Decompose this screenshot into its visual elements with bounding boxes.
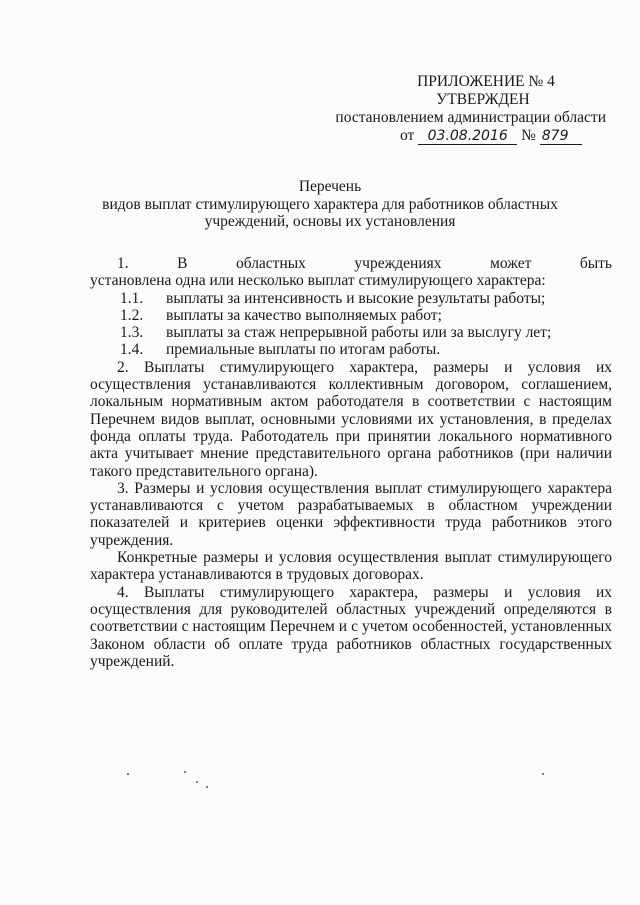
list-item xyxy=(90,341,612,358)
scan-speck xyxy=(542,773,544,775)
title-line-2: видов выплат стимулирующего характера для работников областных xyxy=(102,195,558,213)
decree-label: постановлением администрации области xyxy=(335,109,606,126)
p1-word: быть xyxy=(579,255,612,272)
approval-stamp-block xyxy=(300,73,612,145)
decree-date-number-line xyxy=(300,127,612,145)
list-item xyxy=(90,290,612,307)
p1-word: В xyxy=(177,255,188,272)
list-item-number: 1.4. xyxy=(120,341,144,359)
list-item-number: 1.1. xyxy=(120,289,144,307)
paragraph-2: 2. Выплаты стимулирующего характера, размеры и условия их осуществления устанавливаются коллективным договором, соглашением, локальным нормативным актом работодателя в соответствии с настоящим Перечнем видов выплат, основными условиями их установления, в пределах фонда оплаты труда. Работодатель при принятии локального нормативного акта учитывает мнение представительного органа работников (при наличии такого представительного органа). xyxy=(90,358,612,480)
list-item xyxy=(90,307,612,324)
scan-speck xyxy=(127,773,129,775)
p1-word: учреждениях xyxy=(354,255,442,272)
scan-speck xyxy=(206,786,208,788)
list-item-number: 1.2. xyxy=(120,306,144,324)
title-line-1: Перечень xyxy=(298,178,362,195)
annex-label: ПРИЛОЖЕНИЕ № 4 xyxy=(417,73,555,90)
list-item-number: 1.3. xyxy=(120,324,144,342)
list-item xyxy=(90,324,612,341)
list-item-text: выплаты за интенсивность и высокие результаты работы; xyxy=(166,289,546,307)
document-title xyxy=(80,178,580,231)
paragraph-1-rest: установлена одна или несколько выплат стимулирующего характера: xyxy=(90,272,546,290)
list-item-text: выплаты за стаж непрерывной работы или за выслугу лет; xyxy=(166,324,552,342)
title-line-3: учреждений, основы их установления xyxy=(204,213,456,230)
document-body xyxy=(90,255,612,670)
p1-word: может xyxy=(490,255,532,272)
decree-number: 879 xyxy=(540,128,582,145)
paragraph-3: 3. Размеры и условия осуществления выплат стимулирующего характера устанавливаются с учетом разрабатываемых в областном учреждении показателей и критериев оценки эффективности труда работников этого учреждения. xyxy=(90,479,612,549)
scan-speck xyxy=(184,771,186,773)
p1-word: 1. xyxy=(117,255,129,272)
scan-speck xyxy=(196,781,198,783)
from-label: от xyxy=(400,127,415,144)
approved-label: УТВЕРЖДЕН xyxy=(436,91,530,108)
number-sign: № xyxy=(521,127,536,144)
paragraph-4: 4. Выплаты стимулирующего характера, размеры и условия их осуществления для руководителей областных учреждений определяются в соответствии с настоящим Перечнем и с учетом особенностей, установленных Законом области об оплате труда работников областных государственных учреждений. xyxy=(90,583,612,670)
p1-word: областных xyxy=(235,255,306,272)
list-item-text: премиальные выплаты по итогам работы. xyxy=(166,341,441,359)
paragraph-3b: Конкретные размеры и условия осуществления выплат стимулирующего характера устанавливаются в трудовых договорах. xyxy=(90,549,612,584)
paragraph-1-first-line xyxy=(90,255,612,272)
list-item-text: выплаты за качество выполняемых работ; xyxy=(166,306,442,324)
decree-date: 03.08.2016 xyxy=(418,128,517,145)
